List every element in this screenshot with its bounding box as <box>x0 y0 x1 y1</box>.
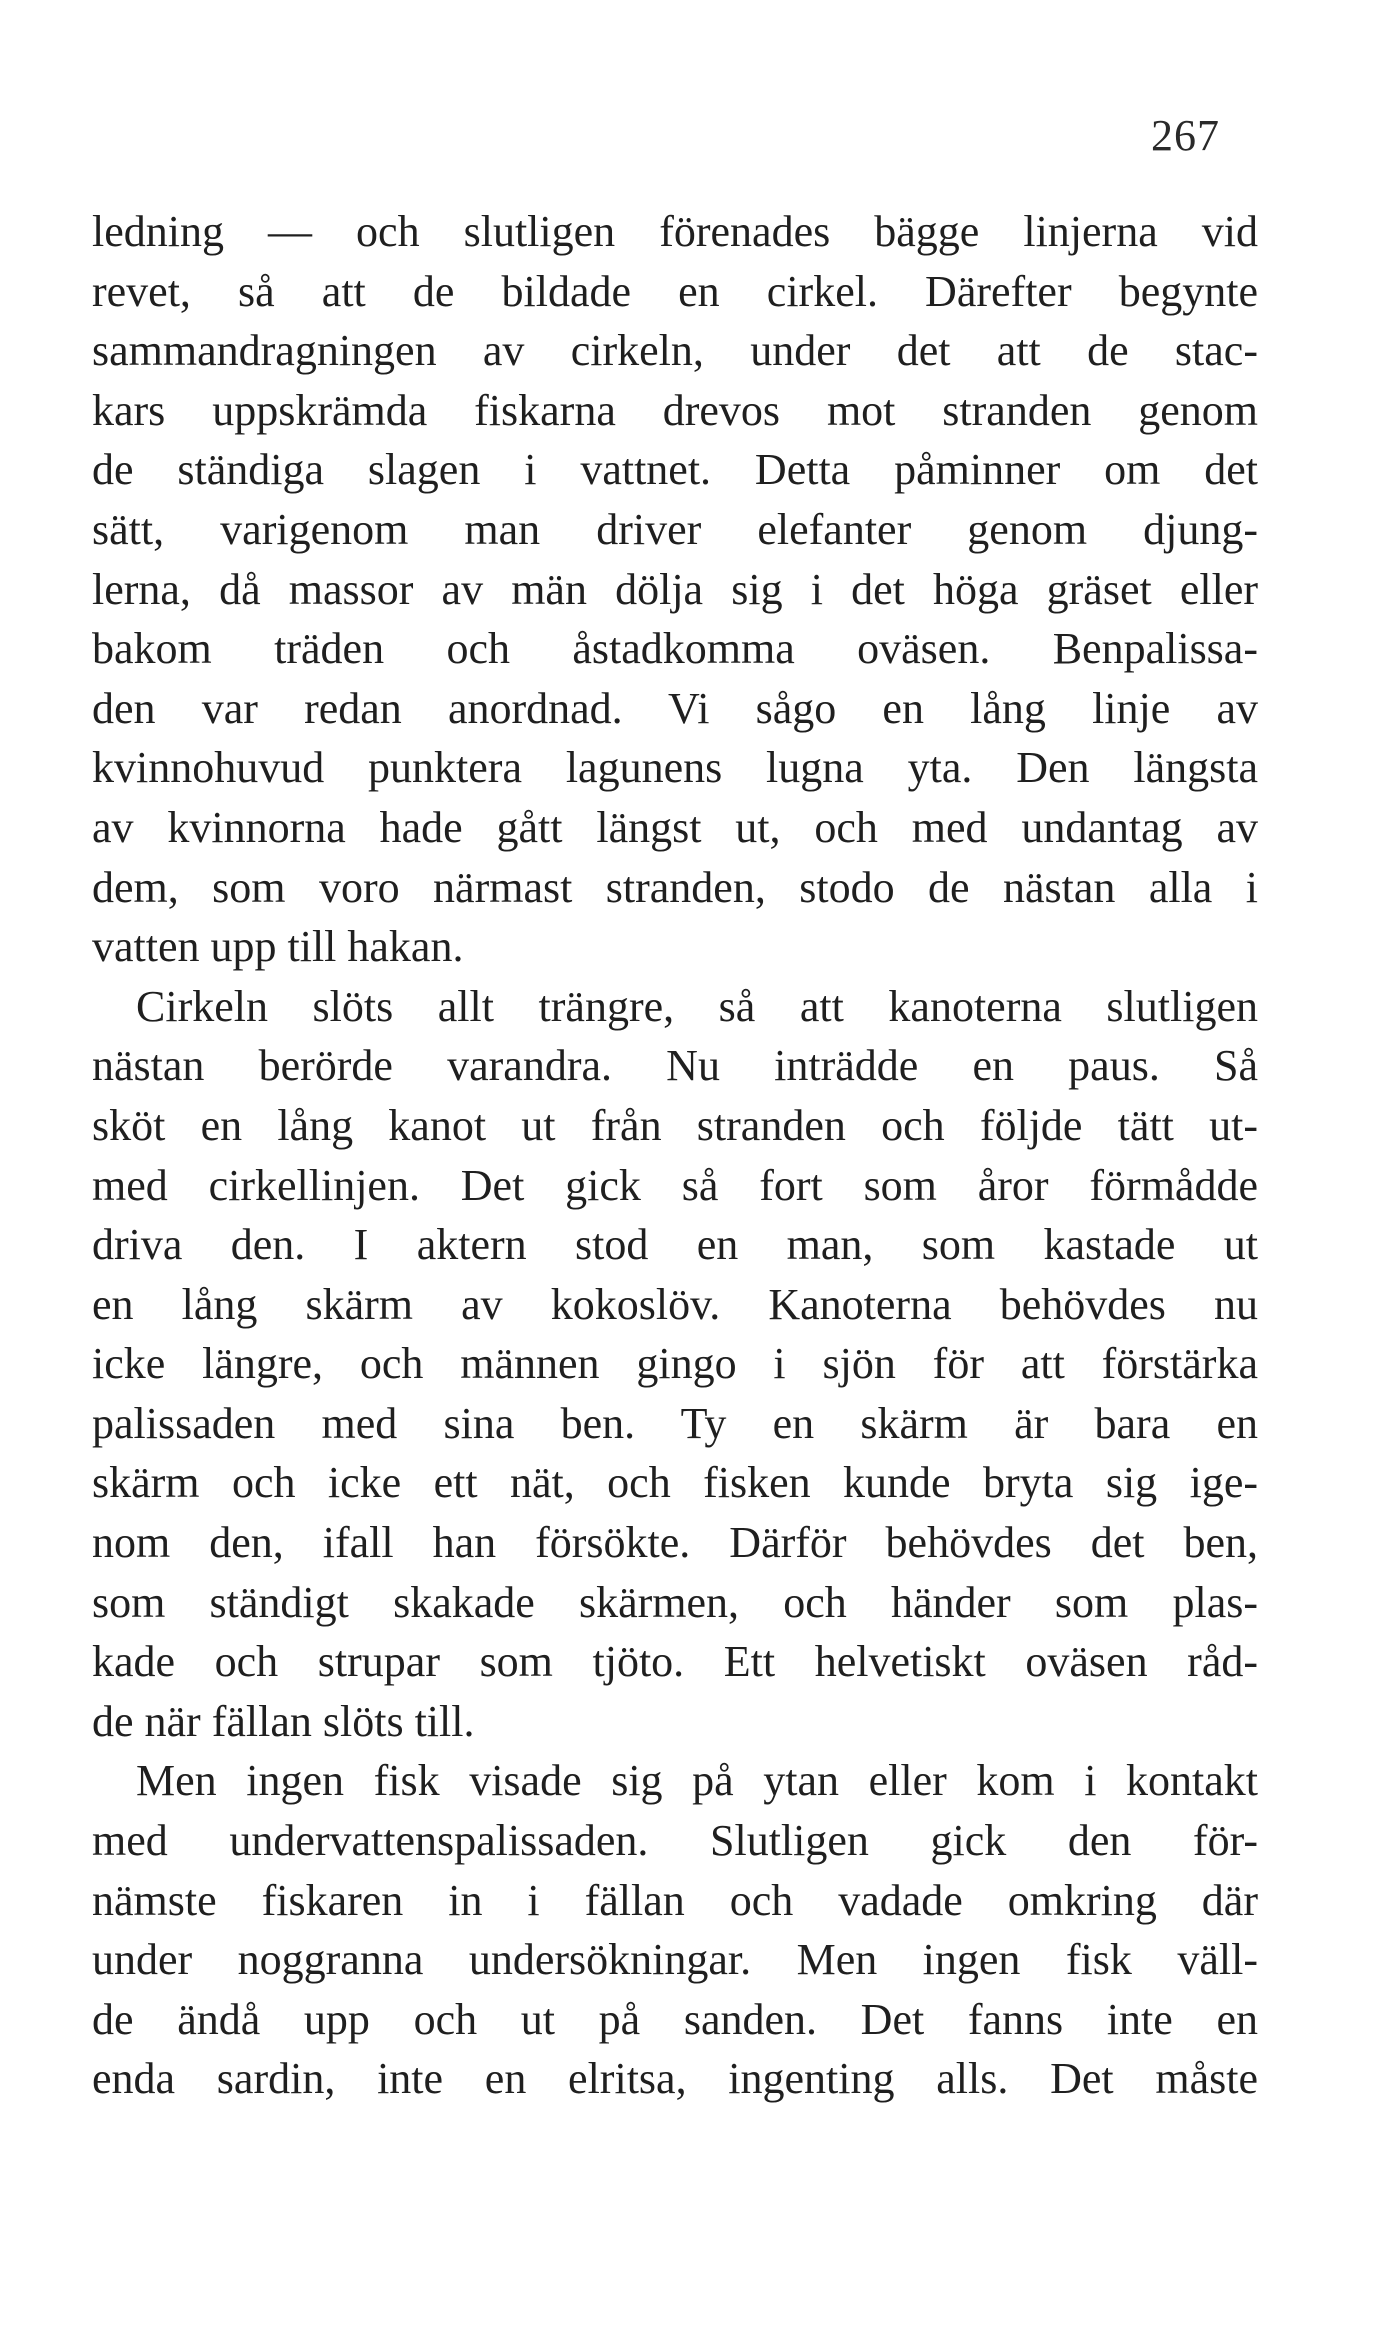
page-number: 267 <box>1151 111 1220 160</box>
body-text <box>92 202 1258 2109</box>
text-line: skärm och icke ett nät, och fisken kunde bryta sig ige- <box>92 1458 1258 1508</box>
text-line: Men ingen fisk visade sig på ytan eller kom i kontakt <box>136 1756 1258 1806</box>
text-line: lerna, då massor av män dölja sig i det höga gräset eller <box>92 564 1258 614</box>
text-line: sköt en lång kanot ut från stranden och följde tätt ut- <box>92 1100 1258 1150</box>
text-line: en lång skärm av kokoslöv. Kanoterna behövdes nu <box>92 1279 1258 1329</box>
text-line: den var redan anordnad. Vi sågo en lång linje av <box>92 683 1258 733</box>
text-line: kars uppskrämda fiskarna drevos mot stranden genom <box>92 385 1258 435</box>
text-line: nästan berörde varandra. Nu inträdde en paus. Så <box>92 1041 1258 1091</box>
text-line: sammandragningen av cirkeln, under det att de stac- <box>92 326 1258 376</box>
text-line: med cirkellinjen. Det gick så fort som åror förmådde <box>92 1160 1258 1210</box>
text-line: enda sardin, inte en elritsa, ingenting alls. Det måste <box>92 2054 1258 2104</box>
text-line: vatten upp till hakan. <box>92 922 464 972</box>
text-line: nom den, ifall han försökte. Därför behövdes det ben, <box>92 1518 1258 1568</box>
text-line: driva den. I aktern stod en man, som kastade ut <box>92 1220 1258 1270</box>
text-line: de när fällan slöts till. <box>92 1696 475 1746</box>
text-line: icke längre, och männen gingo i sjön för att förstärka <box>92 1339 1258 1389</box>
text-line: de ständiga slagen i vattnet. Detta påminner om det <box>92 445 1258 495</box>
text-line: nämste fiskaren in i fällan och vadade omkring där <box>92 1875 1258 1925</box>
text-line: dem, som voro närmast stranden, stodo de nästan alla i <box>92 862 1258 912</box>
text-line: under noggranna undersökningar. Men ingen fisk väll- <box>92 1935 1258 1985</box>
text-line: bakom träden och åstadkomma oväsen. Benpalissa- <box>92 624 1258 674</box>
text-line: av kvinnorna hade gått längst ut, och med undantag av <box>92 802 1258 852</box>
text-line: kade och strupar som tjöto. Ett helvetiskt oväsen råd- <box>92 1637 1258 1687</box>
text-line: kvinnohuvud punktera lagunens lugna yta. Den längsta <box>92 743 1258 793</box>
text-line: sätt, varigenom man driver elefanter genom djung- <box>92 504 1258 554</box>
text-line: de ändå upp och ut på sanden. Det fanns inte en <box>92 1994 1258 2044</box>
text-line: palissaden med sina ben. Ty en skärm är bara en <box>92 1398 1258 1448</box>
text-line: ledning — och slutligen förenades bägge linjerna vid <box>92 207 1258 256</box>
text-line: som ständigt skakade skärmen, och händer som plas- <box>92 1577 1258 1627</box>
text-line: Cirkeln slöts allt trängre, så att kanoterna slutligen <box>136 981 1258 1031</box>
text-line: revet, så att de bildade en cirkel. Därefter begynte <box>92 266 1258 316</box>
text-line: med undervattenspalissaden. Slutligen gick den för- <box>92 1816 1258 1866</box>
